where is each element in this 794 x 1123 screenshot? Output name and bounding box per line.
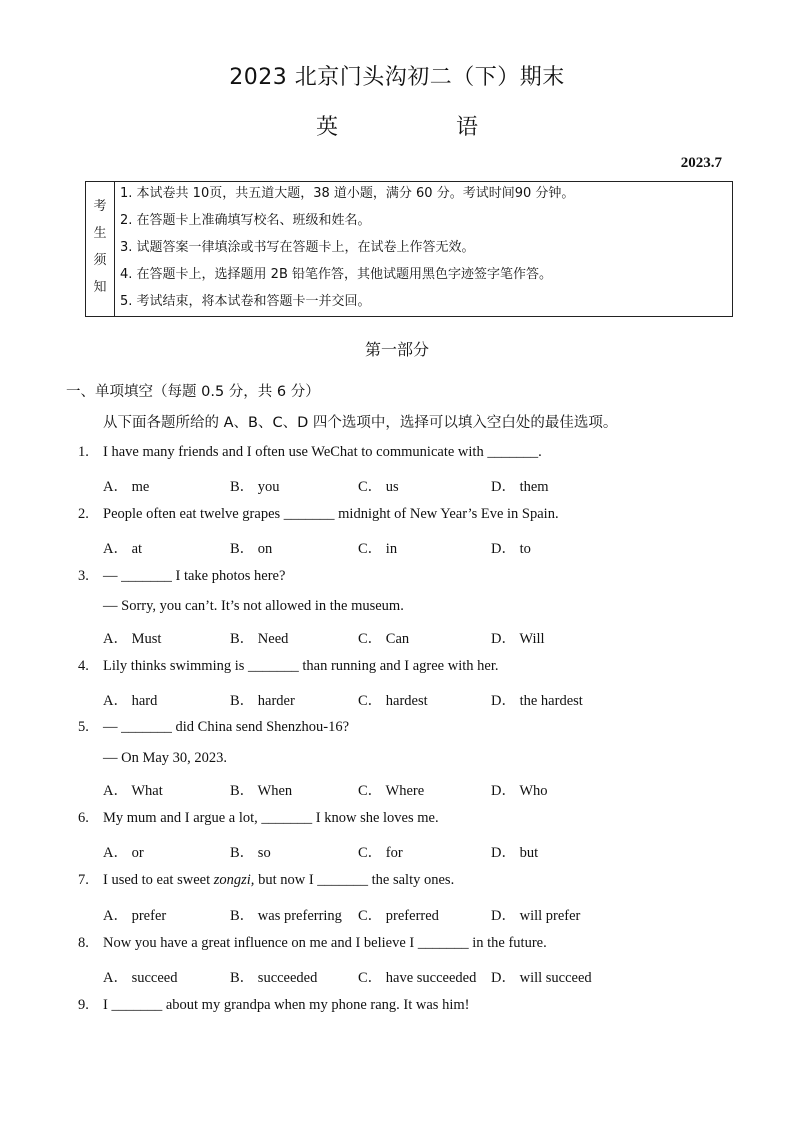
notice-item: 2. 在答题卡上准确填写校名、班级和姓名。 — [120, 213, 371, 228]
option-a: A． succeed — [103, 970, 178, 986]
option-b: B． harder — [230, 693, 295, 709]
option-c: C． have succeeded — [358, 970, 477, 986]
notice-heading-char: 考 — [93, 199, 107, 214]
option-a: A． or — [103, 845, 144, 861]
question-number: 5. — [78, 719, 89, 735]
question-text: — _______ did China send Shenzhou-16? — [103, 719, 350, 735]
option-d: D． the hardest — [491, 693, 583, 709]
option-d: D． will prefer — [491, 908, 581, 924]
subject-title — [0, 110, 794, 141]
option-d: D． but — [491, 845, 539, 861]
option-a: A． hard — [103, 693, 158, 709]
exam-notice-box — [85, 181, 733, 317]
option-d: D． to — [491, 541, 531, 557]
part-title: 第一部分 — [364, 340, 429, 359]
notice-heading-char: 须 — [93, 253, 107, 268]
subject-char-1: 英 — [315, 115, 338, 140]
option-c: C． in — [358, 541, 398, 557]
option-b: B． When — [230, 783, 293, 799]
option-a: A． at — [103, 541, 143, 557]
option-b: B． succeeded — [230, 970, 318, 986]
option-b: B． was preferring — [230, 908, 342, 924]
question-number: 3. — [78, 568, 89, 584]
option-c: C． us — [358, 479, 399, 495]
option-a: A． Must — [103, 631, 162, 647]
question-text: I _______ about my grandpa when my phone rang. It was him! — [103, 997, 470, 1013]
option-c: C． hardest — [358, 693, 428, 709]
option-d: D． Who — [491, 783, 548, 799]
notice-items — [120, 184, 728, 319]
option-d: D． them — [491, 479, 549, 495]
question-text — [103, 872, 454, 889]
option-c: C． Where — [358, 783, 425, 799]
option-a: A． prefer — [103, 908, 167, 924]
question-dialog-reply: — On May 30, 2023. — [103, 750, 228, 766]
question-text: Lily thinks swimming is _______ than running and I agree with her. — [103, 658, 499, 674]
question-number: 7. — [78, 872, 89, 888]
notice-heading — [86, 182, 115, 316]
question-number: 8. — [78, 935, 89, 951]
option-b: B． so — [230, 845, 271, 861]
question-text: My mum and I argue a lot, _______ I know she loves me. — [103, 810, 439, 826]
notice-heading-char: 知 — [93, 280, 107, 295]
question-text: Now you have a great influence on me and I believe I _______ in the future. — [103, 935, 547, 951]
option-a: A． me — [103, 479, 150, 495]
question-text: People often eat twelve grapes _______ midnight of New Year’s Eve in Spain. — [103, 506, 559, 522]
option-b: B． Need — [230, 631, 289, 647]
question-dialog-reply: — Sorry, you can’t. It’s not allowed in the museum. — [103, 598, 404, 614]
question-text: — _______ I take photos here? — [103, 568, 286, 584]
question-number: 2. — [78, 506, 89, 522]
notice-item: 3. 试题答案一律填涂或书写在答题卡上，在试卷上作答无效。 — [120, 240, 475, 255]
subject-char-2: 语 — [456, 115, 479, 140]
notice-item: 5. 考试结束，将本试卷和答题卡一并交回。 — [120, 294, 371, 309]
section-instruction: 从下面各题所给的 A、B、C、D 四个选项中，选择可以填入空白处的最佳选项。 — [103, 415, 618, 431]
exam-title: 2023 北京门头沟初二（下）期末 — [229, 65, 565, 90]
option-c: C． Can — [358, 631, 410, 647]
option-a: A． What — [103, 783, 163, 799]
option-d: D． Will — [491, 631, 545, 647]
question-number: 4. — [78, 658, 89, 674]
question-text-part: I used to eat sweet — [103, 872, 214, 888]
option-b: B． you — [230, 479, 280, 495]
notice-heading-char: 生 — [93, 226, 107, 241]
question-number: 9. — [78, 997, 89, 1013]
option-c: C． for — [358, 845, 403, 861]
question-number: 6. — [78, 810, 89, 826]
section-title: 一、单项填空（每题 0.5 分，共 6 分） — [66, 384, 320, 400]
question-text-part: but now I _______ the salty ones. — [254, 872, 455, 888]
option-c: C． preferred — [358, 908, 439, 924]
question-text-italic: zongzi, — [213, 872, 255, 888]
question-text: I have many friends and I often use WeChat to communicate with _______. — [103, 444, 542, 460]
option-d: D． will succeed — [491, 970, 592, 986]
notice-item: 4. 在答题卡上，选择题用 2B 铅笔作答，其他试题用黑色字迹签字笔作答。 — [120, 267, 552, 282]
exam-date: 2023.7 — [680, 155, 722, 171]
question-number: 1. — [78, 444, 89, 460]
notice-item: 1. 本试卷共 10页，共五道大题，38 道小题，满分 60 分。考试时间90 分钟。 — [120, 186, 575, 201]
option-b: B． on — [230, 541, 273, 557]
